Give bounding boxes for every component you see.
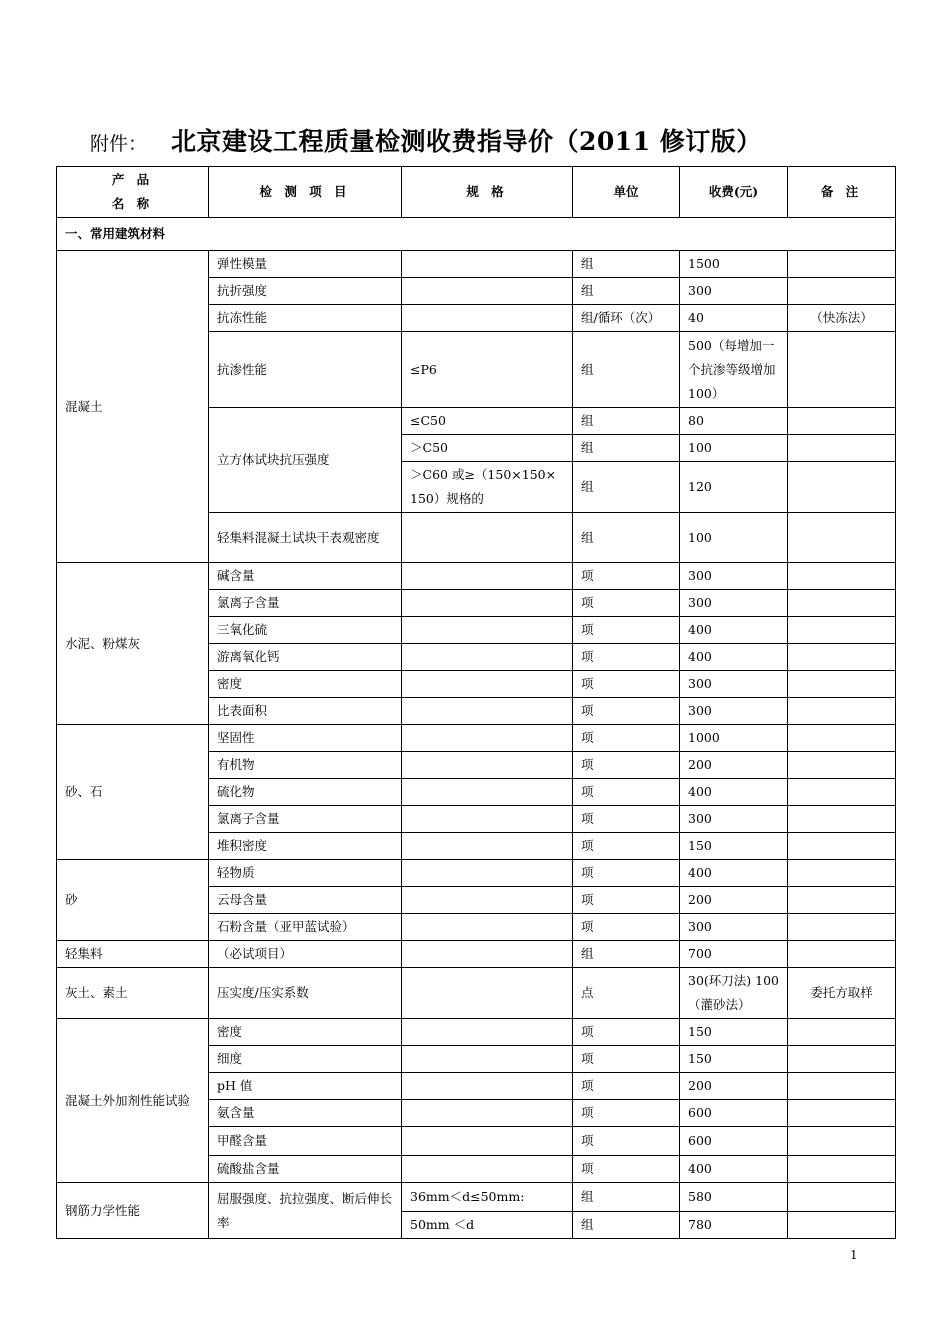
fee-table xyxy=(56,166,896,1239)
fee-cell: 150 xyxy=(680,1046,788,1073)
fee-cell: 300 xyxy=(680,563,788,590)
fee-cell: 1000 xyxy=(680,725,788,752)
header-unit: 单位 xyxy=(573,167,680,218)
item-cell: 密度 xyxy=(209,1019,402,1046)
unit-cell: 组 xyxy=(573,278,680,305)
fee-cell: 400 xyxy=(680,617,788,644)
item-cell: 有机物 xyxy=(209,752,402,779)
unit-cell: 组/循环（次） xyxy=(573,305,680,332)
note-cell: 委托方取样 xyxy=(788,968,896,1019)
fee-cell: 580 xyxy=(680,1183,788,1212)
fee-cell: 300 xyxy=(680,806,788,833)
title-prefix: 附件： xyxy=(90,133,148,155)
item-cell: 压实度/压实系数 xyxy=(209,968,402,1019)
fee-cell: 1500 xyxy=(680,251,788,278)
section-row xyxy=(57,218,896,251)
fee-cell: 600 xyxy=(680,1100,788,1127)
fee-cell: 300 xyxy=(680,590,788,617)
unit-cell: 项 xyxy=(573,1046,680,1073)
fee-cell: 200 xyxy=(680,887,788,914)
item-cell: 细度 xyxy=(209,1046,402,1073)
item-cell: 抗渗性能 xyxy=(209,332,402,408)
page-number: 1 xyxy=(850,1248,858,1262)
unit-cell: 项 xyxy=(573,698,680,725)
item-cell: 屈服强度、抗拉强度、断后伸长率 xyxy=(209,1183,402,1239)
group-cement: 水泥、粉煤灰 xyxy=(57,563,209,725)
unit-cell: 项 xyxy=(573,1073,680,1100)
header-row xyxy=(57,167,896,218)
fee-cell: 80 xyxy=(680,408,788,435)
fee-cell: 300 xyxy=(680,671,788,698)
unit-cell: 项 xyxy=(573,1127,680,1156)
unit-cell: 项 xyxy=(573,1019,680,1046)
item-cell: 石粉含量（亚甲蓝试验） xyxy=(209,914,402,941)
table-row xyxy=(57,1019,896,1046)
unit-cell: 项 xyxy=(573,752,680,779)
item-cell: 游离氧化钙 xyxy=(209,644,402,671)
fee-cell: 300 xyxy=(680,914,788,941)
unit-cell: 项 xyxy=(573,644,680,671)
table-row xyxy=(57,968,896,1019)
item-cell: 碱含量 xyxy=(209,563,402,590)
item-cell: 抗冻性能 xyxy=(209,305,402,332)
header-product: 产 品 名 称 xyxy=(57,167,209,218)
fee-cell: 300 xyxy=(680,698,788,725)
unit-cell: 项 xyxy=(573,1156,680,1183)
fee-cell: 120 xyxy=(680,462,788,513)
group-rebar: 钢筋力学性能 xyxy=(57,1183,209,1239)
fee-cell: 600 xyxy=(680,1127,788,1156)
unit-cell: 组 xyxy=(573,251,680,278)
fee-cell: 40 xyxy=(680,305,788,332)
group-sand: 砂 xyxy=(57,860,209,941)
unit-cell: 组 xyxy=(573,462,680,513)
unit-cell: 项 xyxy=(573,914,680,941)
fee-cell: 100 xyxy=(680,435,788,462)
unit-cell: 组 xyxy=(573,1212,680,1239)
header-note: 备 注 xyxy=(788,167,896,218)
item-cell: 三氧化硫 xyxy=(209,617,402,644)
table-row xyxy=(57,860,896,887)
section-title: 一、常用建筑材料 xyxy=(57,218,896,251)
group-lightweight: 轻集料 xyxy=(57,941,209,968)
header-spec: 规 格 xyxy=(402,167,573,218)
spec-cell: ≤P6 xyxy=(402,332,573,408)
fee-cell: 500（每增加一个抗渗等级增加 100） xyxy=(680,332,788,408)
spec-cell: ＞C60 或≥（150×150×150）规格的 xyxy=(402,462,573,513)
spec-cell: ＞C50 xyxy=(402,435,573,462)
table-row xyxy=(57,725,896,752)
unit-cell: 项 xyxy=(573,833,680,860)
unit-cell: 项 xyxy=(573,617,680,644)
table-row xyxy=(57,1183,896,1212)
unit-cell: 组 xyxy=(573,408,680,435)
unit-cell: 组 xyxy=(573,435,680,462)
unit-cell: 项 xyxy=(573,590,680,617)
header-item: 检 测 项 目 xyxy=(209,167,402,218)
unit-cell: 组 xyxy=(573,513,680,563)
group-concrete: 混凝土 xyxy=(57,251,209,563)
fee-cell: 300 xyxy=(680,278,788,305)
unit-cell: 项 xyxy=(573,860,680,887)
item-cell: 云母含量 xyxy=(209,887,402,914)
item-cell: 比表面积 xyxy=(209,698,402,725)
fee-cell: 400 xyxy=(680,644,788,671)
fee-cell: 150 xyxy=(680,1019,788,1046)
fee-cell: 200 xyxy=(680,752,788,779)
item-cell: （必试项目） xyxy=(209,941,402,968)
item-cell: 硫酸盐含量 xyxy=(209,1156,402,1183)
note-cell: （快冻法） xyxy=(788,305,896,332)
item-cell: 立方体试块抗压强度 xyxy=(209,408,402,513)
item-cell: 坚固性 xyxy=(209,725,402,752)
title-main: 北京建设工程质量检测收费指导价（2011 修订版） xyxy=(171,127,762,156)
fee-cell: 700 xyxy=(680,941,788,968)
fee-cell: 100 xyxy=(680,513,788,563)
fee-cell: 400 xyxy=(680,1156,788,1183)
item-cell: 氯离子含量 xyxy=(209,806,402,833)
item-cell: 甲醛含量 xyxy=(209,1127,402,1156)
fee-cell: 200 xyxy=(680,1073,788,1100)
item-cell: 氯离子含量 xyxy=(209,590,402,617)
unit-cell: 项 xyxy=(573,887,680,914)
table-row xyxy=(57,941,896,968)
item-cell: 轻集料混凝土试块干表观密度 xyxy=(209,513,402,563)
unit-cell: 项 xyxy=(573,806,680,833)
unit-cell: 组 xyxy=(573,1183,680,1212)
item-cell: 密度 xyxy=(209,671,402,698)
unit-cell: 组 xyxy=(573,332,680,408)
spec-cell: ≤C50 xyxy=(402,408,573,435)
group-sandstone: 砂、石 xyxy=(57,725,209,860)
unit-cell: 组 xyxy=(573,941,680,968)
fee-cell: 30(环刀法) 100（灌砂法） xyxy=(680,968,788,1019)
item-cell: 弹性模量 xyxy=(209,251,402,278)
fee-cell: 150 xyxy=(680,833,788,860)
unit-cell: 项 xyxy=(573,563,680,590)
item-cell: 堆积密度 xyxy=(209,833,402,860)
unit-cell: 项 xyxy=(573,1100,680,1127)
group-soil: 灰土、素土 xyxy=(57,968,209,1019)
fee-cell: 780 xyxy=(680,1212,788,1239)
unit-cell: 项 xyxy=(573,725,680,752)
document-title xyxy=(90,122,910,162)
item-cell: pH 值 xyxy=(209,1073,402,1100)
table-row xyxy=(57,563,896,590)
table-row xyxy=(57,251,896,278)
group-admixture: 混凝土外加剂性能试验 xyxy=(57,1019,209,1183)
header-fee: 收费(元) xyxy=(680,167,788,218)
item-cell: 抗折强度 xyxy=(209,278,402,305)
unit-cell: 项 xyxy=(573,671,680,698)
item-cell: 氨含量 xyxy=(209,1100,402,1127)
spec-cell: 50mm ＜d xyxy=(402,1212,573,1239)
fee-cell: 400 xyxy=(680,860,788,887)
item-cell: 硫化物 xyxy=(209,779,402,806)
fee-cell: 400 xyxy=(680,779,788,806)
item-cell: 轻物质 xyxy=(209,860,402,887)
spec-cell: 36mm＜d≤50mm: xyxy=(402,1183,573,1212)
unit-cell: 项 xyxy=(573,779,680,806)
unit-cell: 点 xyxy=(573,968,680,1019)
